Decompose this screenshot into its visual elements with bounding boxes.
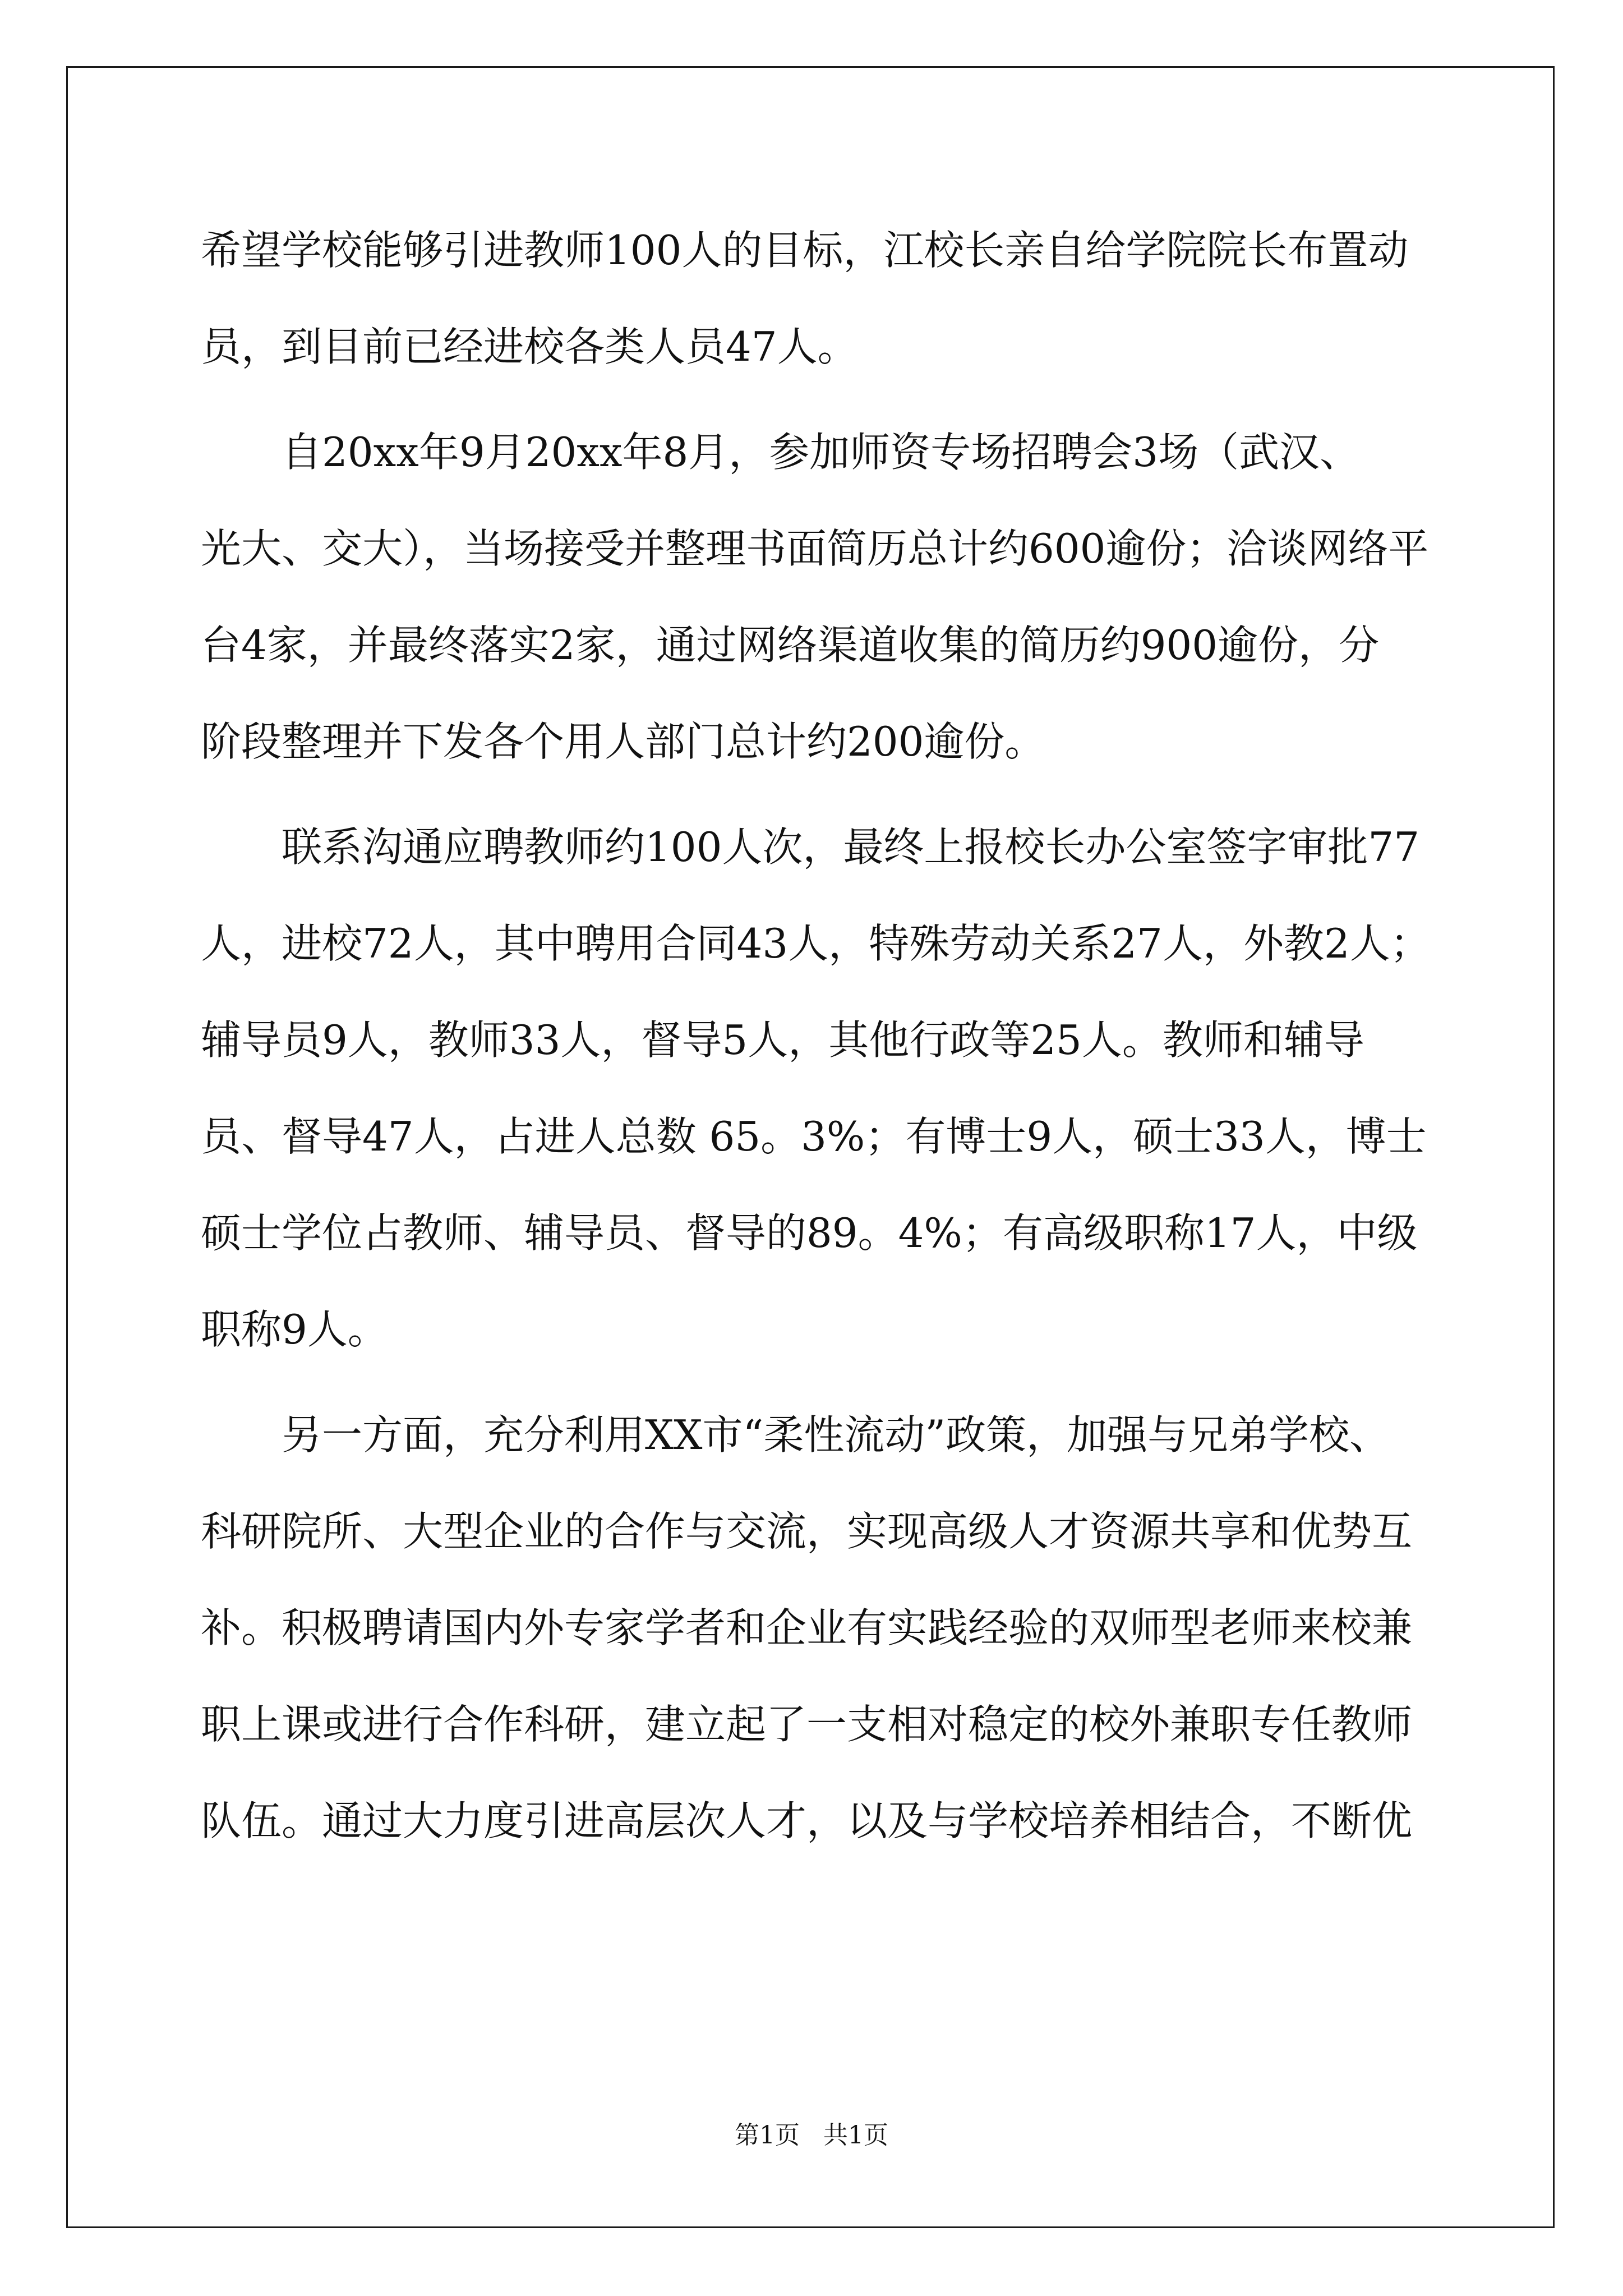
text-line: 职上课或进行合作科研，建立起了一支相对稳定的校外兼职专任教师 — [201, 1701, 1413, 1748]
text-line: 员，到目前已经进校各类人员47人。 — [201, 323, 858, 370]
page-number: 第1页 共1页 — [735, 2121, 888, 2150]
text-line: 自20xx年9月20xx年8月，参加师资专场招聘会3场（武汉、 — [282, 429, 1361, 476]
paragraph-3 — [201, 799, 1435, 1378]
text-line: 希望学校能够引进教师100人的目标，江校长亲自给学院院长布置动 — [201, 227, 1409, 274]
text-line: 硕士学位占教师、辅导员、督导的89。4%；有高级职称17人，中级 — [201, 1209, 1418, 1257]
paragraph-2 — [201, 404, 1435, 790]
paragraph-4 — [201, 1387, 1435, 1869]
document-body — [201, 202, 1435, 1869]
page-footer — [0, 2115, 1623, 2151]
text-line: 补。积极聘请国内外专家学者和企业有实践经验的双师型老师来校兼 — [201, 1604, 1413, 1651]
text-line: 科研院所、大型企业的合作与交流，实现高级人才资源共享和优势互 — [201, 1508, 1413, 1555]
text-line: 阶段整理并下发各个用人部门总计约200逾份。 — [201, 718, 1045, 765]
text-line: 光大、交大），当场接受并整理书面简历总计约600逾份；洽谈网络平 — [201, 525, 1429, 572]
paragraph-1 — [201, 202, 1435, 395]
text-line: 另一方面，充分利用XX市“柔性流动”政策，加强与兄弟学校、 — [282, 1411, 1390, 1458]
text-line: 员、督导47人，占进人总数 65。3%；有博士9人，硕士33人，博士 — [201, 1113, 1427, 1160]
text-line: 职称9人。 — [201, 1306, 388, 1353]
text-line: 联系沟通应聘教师约100人次，最终上报校长办公室签字审批77 — [282, 823, 1420, 871]
text-line: 辅导员9人，教师33人，督导5人，其他行政等25人。教师和辅导 — [201, 1016, 1364, 1064]
text-line: 人，进校72人，其中聘用合同43人，特殊劳动关系27人，外教2人； — [201, 920, 1431, 967]
text-line: 台4家，并最终落实2家，通过网络渠道收集的简历约900逾份，分 — [201, 622, 1380, 669]
text-line: 队伍。通过大力度引进高层次人才，以及与学校培养相结合，不断优 — [201, 1797, 1413, 1844]
